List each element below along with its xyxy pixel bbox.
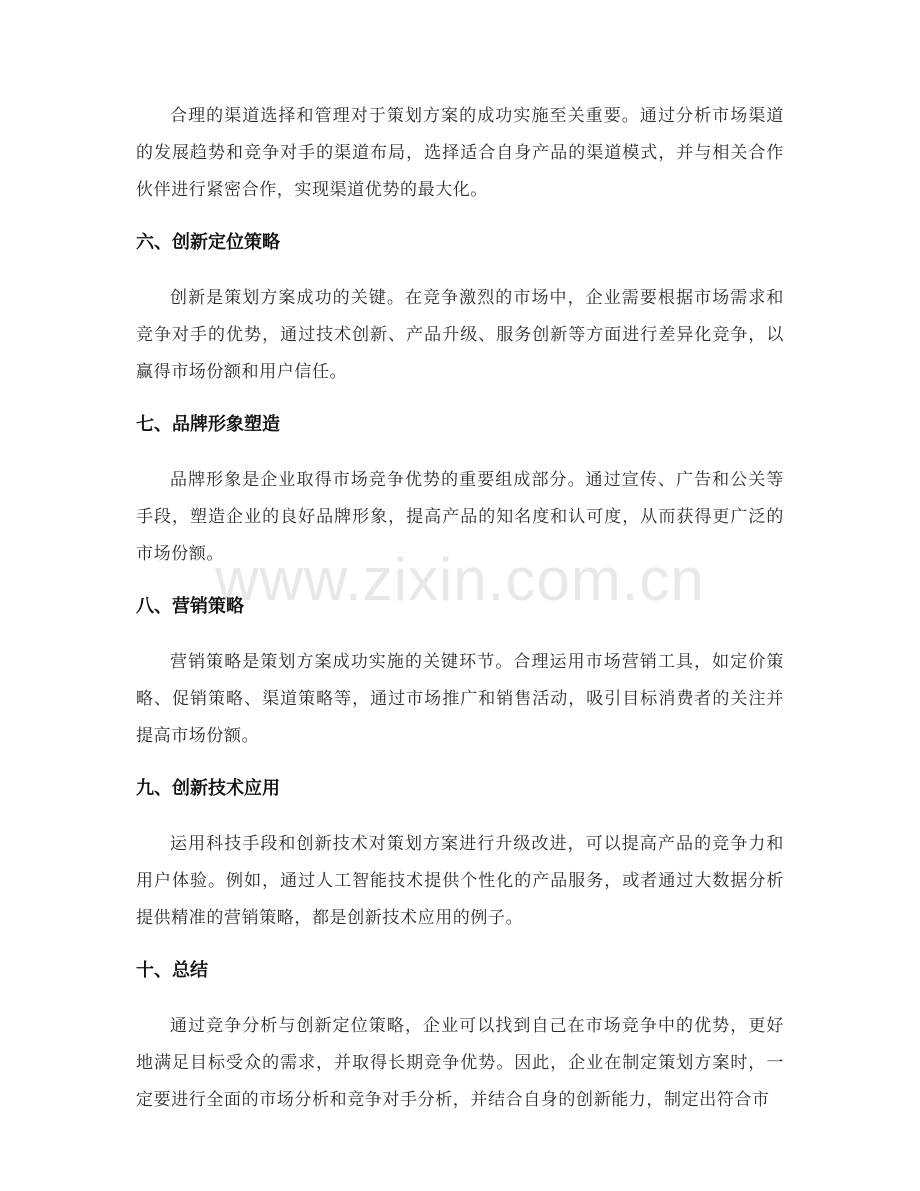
paragraph-innovation-positioning: 创新是策划方案成功的关键。在竞争激烈的市场中，企业需要根据市场需求和竞争对手的优势，通过技术创新、产品升级、服务创新等方面进行差异化竞争，以赢得市场份额和用户信任。 — [136, 288, 784, 382]
paragraph-tech-application: 运用科技手段和创新技术对策划方案进行升级改进，可以提高产品的竞争力和用户体验。例如，通过人工智能技术提供个性化的产品服务，或者通过大数据分析提供精准的营销策略，都是创新技术应用的例子。 — [136, 834, 784, 928]
paragraph-marketing-strategy: 营销策略是策划方案成功实施的关键环节。合理运用市场营销工具，如定价策略、促销策略、渠道策略等，通过市场推广和销售活动，吸引目标消费者的关注并提高市场份额。 — [136, 652, 784, 746]
heading-tech-application: 九、创新技术应用 — [136, 778, 280, 799]
heading-innovation-positioning: 六、创新定位策略 — [136, 232, 280, 253]
heading-marketing-strategy: 八、营销策略 — [136, 596, 244, 617]
heading-brand-image: 七、品牌形象塑造 — [136, 414, 280, 435]
paragraph-brand-image: 品牌形象是企业取得市场竞争优势的重要组成部分。通过宣传、广告和公关等手段，塑造企业的良好品牌形象，提高产品的知名度和认可度，从而获得更广泛的市场份额。 — [136, 470, 784, 564]
paragraph-channel-management: 合理的渠道选择和管理对于策划方案的成功实施至关重要。通过分析市场渠道的发展趋势和竞争对手的渠道布局，选择适合自身产品的渠道模式，并与相关合作伙伴进行紧密合作，实现渠道优势的最大化。 — [136, 106, 784, 200]
paragraph-summary: 通过竞争分析与创新定位策略，企业可以找到自己在市场竞争中的优势，更好地满足目标受众的需求，并取得长期竞争优势。因此，企业在制定策划方案时，一定要进行全面的市场分析和竞争对手分析，并结合自身的创新能力，制定出符合市 — [136, 1016, 784, 1110]
document-body — [136, 98, 784, 1119]
watermark-text: www.zixin.com.cn — [215, 546, 705, 613]
heading-summary: 十、总结 — [136, 960, 208, 981]
